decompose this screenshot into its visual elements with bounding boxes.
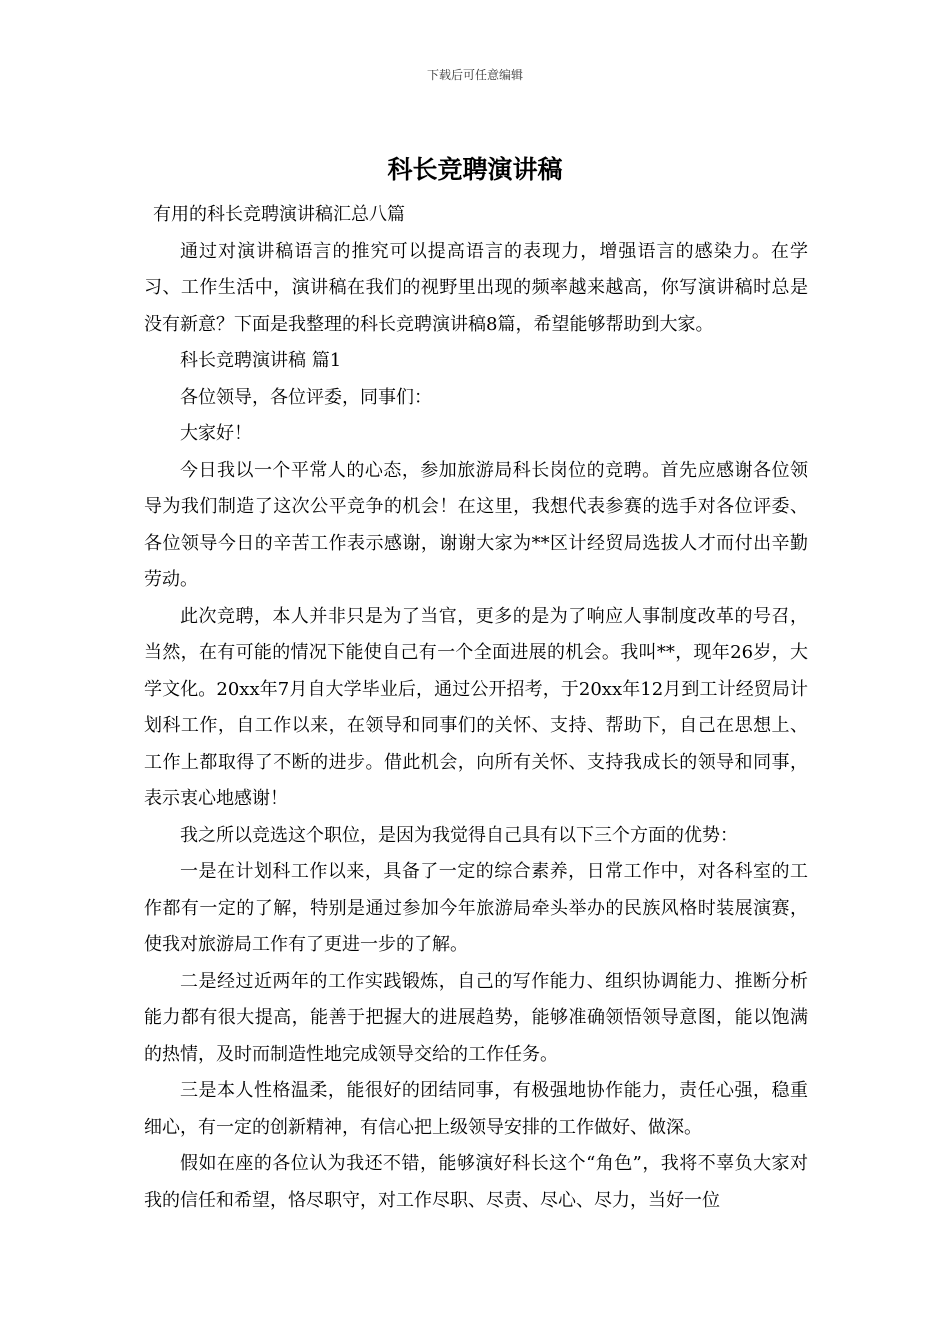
header-note: 下载后可任意编辑 [426,68,523,82]
paragraph-intro: 通过对演讲稿语言的推究可以提高语言的表现力，增强语言的感染力。在学习、工作生活中，演讲稿在我们的视野里出现的频率越来越高，你写演讲稿时总是没有新意？下面是我整理的科长竞聘演讲稿8篇，希望能够帮助到大家。 [144,240,808,335]
section-heading: 科长竞聘演讲稿 篇1 [180,350,342,371]
paragraph: 此次竞聘，本人并非只是为了当官，更多的是为了响应人事制度改革的号召，当然，在有可能的情况下能使自己有一个全面进展的机会。我叫**，现年26岁，大学文化。20xx年7月自大学毕业后，通过公开招考，于20xx年12月到工计经贸局计划科工作，自工作以来，在领导和同事们的关怀、支持、帮助下，自己在思想上、工作上都取得了不断的进步。借此机会，向所有关怀、支持我成长的领导和同事，表示衷心地感谢！ [144,605,808,809]
salutation: 各位领导，各位评委，同事们： [180,386,432,408]
document-title: 科长竞聘演讲稿 [387,155,563,184]
paragraph: 二是经过近两年的工作实践锻炼，自己的写作能力、组织协调能力、推断分析能力都有很大提高，能善于把握大的进展趋势，能够准确领悟领导意图，能以饱满的热情，及时而制造性地完成领导交给的工作任务。 [144,970,808,1065]
paragraph: 我之所以竞选这个职位，是因为我觉得自己具有以下三个方面的优势： [180,824,738,846]
document-subtitle: 有用的科长竞聘演讲稿汇总八篇 [153,204,405,225]
paragraph: 三是本人性格温柔，能很好的团结同事，有极强地协作能力，责任心强，稳重细心，有一定的创新精神，有信心把上级领导安排的工作做好、做深。 [144,1080,808,1138]
paragraph: 假如在座的各位认为我还不错，能够演好科长这个“角色”，我将不辜负大家对我的信任和希望，恪尽职守，对工作尽职、尽责、尽心、尽力，当好一位 [144,1153,808,1211]
document-body [144,197,808,1219]
paragraph: 一是在计划科工作以来，具备了一定的综合素养，日常工作中，对各科室的工作都有一定的了解，特别是通过参加今年旅游局牵头举办的民族风格时装展演赛，使我对旅游局工作有了更进一步的了解。 [144,861,808,955]
greeting: 大家好！ [180,423,252,444]
paragraph: 今日我以一个平常人的心态，参加旅游局科长岗位的竞聘。首先应感谢各位领导为我们制造了这次公平竞争的机会！在这里，我想代表参赛的选手对各位评委、各位领导今日的辛苦工作表示感谢，谢谢大家为**区计经贸局选拔人才而付出辛勤劳动。 [144,459,808,590]
